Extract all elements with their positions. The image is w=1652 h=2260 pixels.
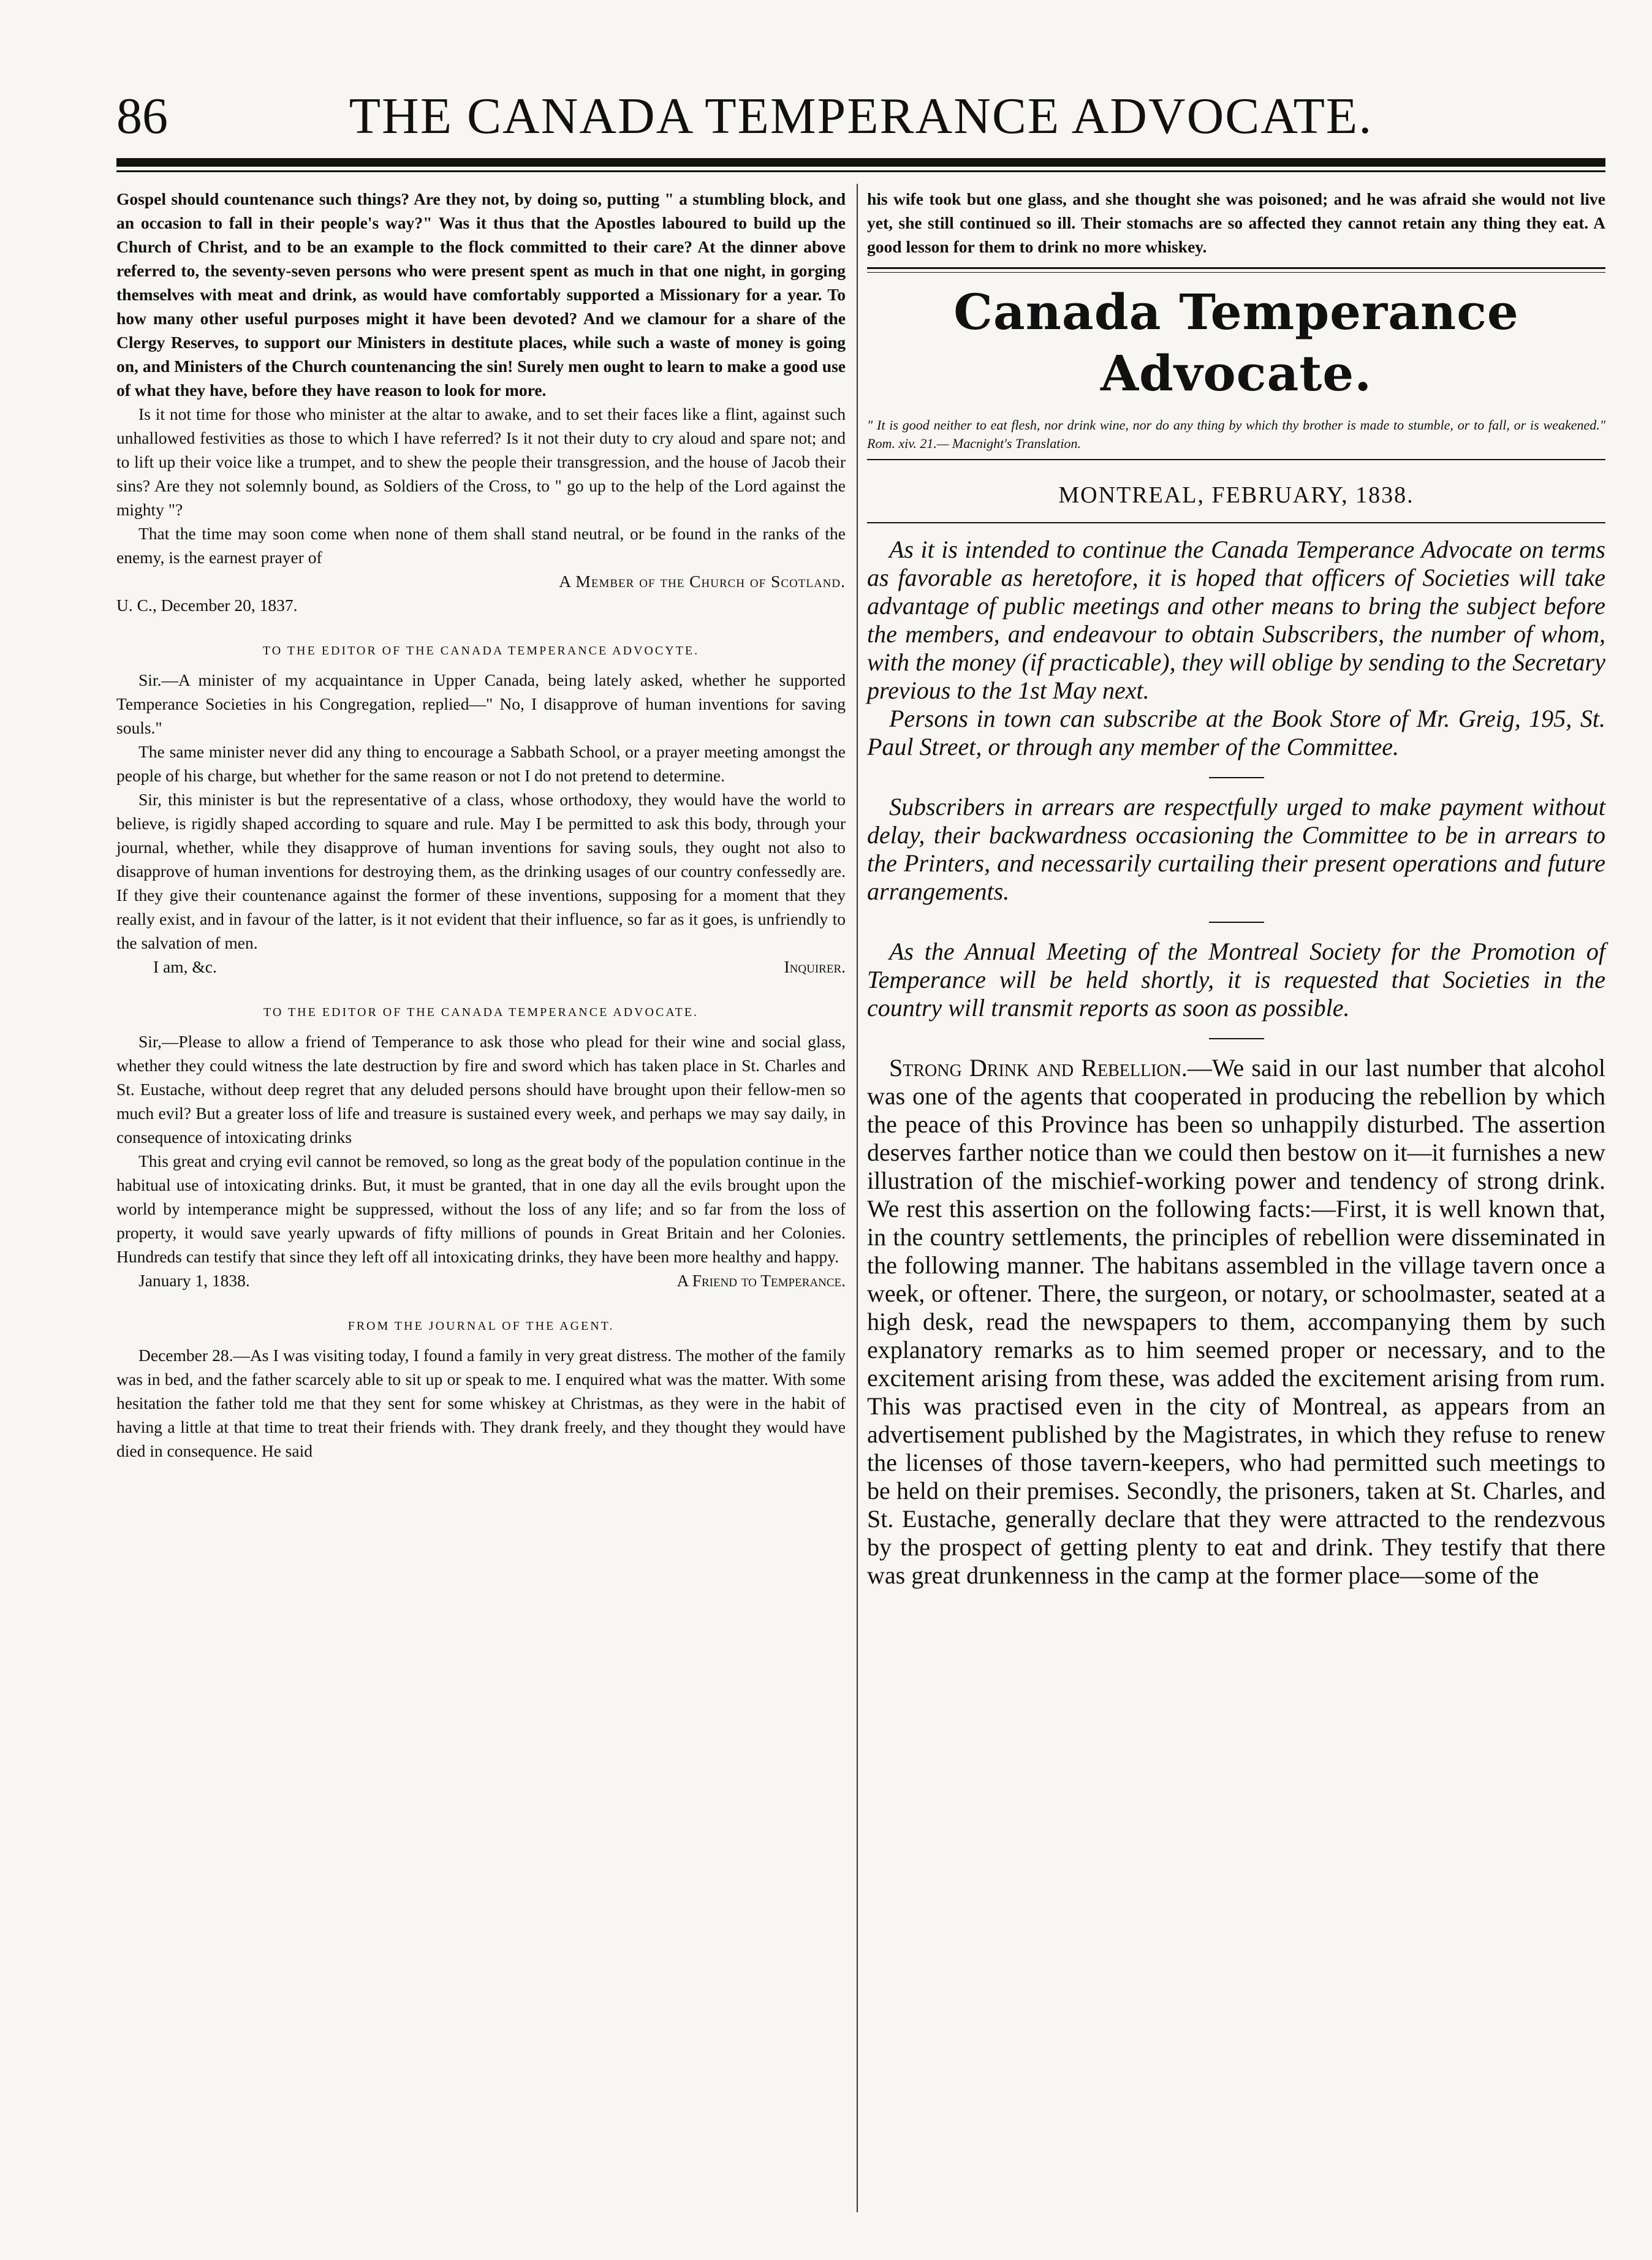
letter2-paragraph: The same minister never did any thing to encourage a Sabbath School, or a prayer meeting amongst the people of his charge, but whether for the same reason or not I do not pretend to determine. bbox=[116, 742, 846, 785]
letter1-paragraph: Gospel should countenance such things? Are they not, by doing so, putting " a stumbling block, and an occasion to fall in their people's way?" Was it thus that the Apostles laboured to build up the Church of Christ, and to be an example to the flock committed to their care? At the dinner above referred to, the seventy-seven persons who were present spent as much in that one night, in gorging themselves with meat and drink, as would have comfortably supported a Missionary for a year. To how many other useful purposes might it have been devoted? And we clamour for a share of the Clergy Reserves, to support our Ministers in destitute places, while such a waste of money is going on, and Ministers of the Church countenancing the sin! Surely men ought to learn to make a good use of what they have, before they have reason to look for more. bbox=[116, 189, 846, 400]
page-number: 86 bbox=[116, 88, 168, 145]
letter3-signature: A Friend to Temperance. bbox=[676, 1271, 846, 1290]
letter2-closing bbox=[116, 955, 846, 979]
dateline: MONTREAL, FEBRUARY, 1838. bbox=[1058, 482, 1414, 508]
article-title: Strong Drink and Rebellion. bbox=[889, 1054, 1188, 1082]
right-column bbox=[867, 187, 1605, 1590]
journal-heading: FROM THE JOURNAL OF THE AGENT. bbox=[347, 1319, 615, 1333]
letter2-close: I am, &c. bbox=[153, 957, 217, 976]
page-header bbox=[116, 86, 1605, 153]
motto-rule bbox=[867, 459, 1605, 460]
article-paragraph bbox=[867, 1054, 1605, 1590]
letter3-heading: TO THE EDITOR OF THE CANADA TEMPERANCE ADVOCATE. bbox=[263, 1006, 699, 1019]
letter3-closing bbox=[116, 1268, 846, 1292]
column-divider bbox=[857, 184, 858, 2212]
header-rule bbox=[116, 158, 1605, 167]
letter1-signature: A Member of the Church of Scotland. bbox=[559, 572, 846, 591]
motto: " It is good neither to eat flesh, nor drink wine, nor do any thing by which thy brother is made to stumble, or to fall, or is weakened." Rom. xiv. 21.— Macnight's Translation. bbox=[867, 417, 1605, 451]
notice-continuance: As it is intended to continue the Canada Temperance Advocate on terms as favorable as heretofore, it is hoped that officers of Societies will take advantage of public meetings and other means to bring the subject before the members, and endeavour to obtain Subscribers, the number of whom, with the money (if practicable), they will oblige by sending to the Secretary previous to the 1st May next. bbox=[867, 536, 1605, 704]
letter3-date: January 1, 1838. bbox=[138, 1271, 250, 1290]
dateline-rule bbox=[867, 522, 1605, 523]
notice-divider bbox=[1209, 1038, 1264, 1039]
letter1-paragraph: That the time may soon come when none of them shall stand neutral, or be found in the ranks of the enemy, is the earnest prayer of bbox=[116, 524, 846, 567]
journal-paragraph: December 28.—As I was visiting today, I found a family in very great distress. The mother of the family was in bed, and the father scarcely able to sit up or speak to me. I enquired what was the matter. With some hesitation the father told me that they sent for some whiskey at Christmas, as they were in the habit of having a little at that time to treat their friends with. They drank freely, and they thought they would have died in consequence. He said bbox=[116, 1346, 846, 1460]
journal-continuation: his wife took but one glass, and she thought she was poisoned; and he was afraid she would not live yet, she still continued so ill. Their stomachs are so affected they cannot retain any thing they eat. A good lesson for them to drink no more whiskey. bbox=[867, 189, 1605, 256]
letter2-paragraph: Sir, this minister is but the representative of a class, whose orthodoxy, they would have the world to believe, is rigidly shaped according to square and rule. May I be permitted to ask this body, through your journal, whether, while they disapprove of human inventions for saving souls, they ought not also to disapprove of human inventions for destroying them, as the drinking usages of our country confessedly are. If they give their countenance against the former of these inventions, supposing for a moment that they really exist, and in favour of the latter, is it not evident that their influence, so far as it goes, is unfriendly to the salvation of men. bbox=[116, 790, 846, 952]
letter1-date: U. C., December 20, 1837. bbox=[116, 596, 298, 615]
notice-subscribe: Persons in town can subscribe at the Book Store of Mr. Greig, 195, St. Paul Street, or through any member of the Committee. bbox=[867, 705, 1605, 760]
letter2-signature: Inquirer. bbox=[784, 957, 846, 976]
notice-annual-meeting: As the Annual Meeting of the Montreal Society for the Promotion of Temperance will be held shortly, it is requested that Societies in the country will transmit reports as soon as possible. bbox=[867, 938, 1605, 1022]
notice-arrears: Subscribers in arrears are respectfully urged to make payment without delay, their backwardness occasioning the Committee to be in arrears to the Printers, and necessarily curtailing their present operations and future arrangements. bbox=[867, 793, 1605, 905]
running-title: THE CANADA TEMPERANCE ADVOCATE. bbox=[349, 88, 1373, 145]
letter3-paragraph: Sir,—Please to allow a friend of Temperance to ask those who plead for their wine and social glass, whether they could witness the late destruction by fire and sword which has taken place in St. Charles and St. Eustache, without deep regret that any deluded persons should have brought upon their fellow-men so much evil? But a greater loss of life and treasure is sustained every week, and perhaps we may say daily, in consequence of intoxicating drinks bbox=[116, 1032, 846, 1147]
header-rule-thin bbox=[116, 170, 1605, 172]
notice-divider bbox=[1209, 777, 1264, 778]
left-column bbox=[116, 187, 846, 1463]
article-body: —We said in our last number that alcohol was one of the agents that cooperated in producing the rebellion by which the peace of this Province has been so unhappily disturbed. The assertion deserves farther notice than we could then bestow on it—it furnishes a new illustration of the mischief-working power and tendency of strong drink. We rest this assertion on the following facts:—First, it is well known that, in the country settlements, the principles of rebellion were disseminated in the following manner. The habitans assembled in the village tavern once a week, or oftener. There, the surgeon, or notary, or schoolmaster, seated at a high desk, read the newspapers to them, accompanying them by such explanatory remarks as to him seemed proper or necessary, and to the excitement arising from these, was added the excitement arising from rum. This was practised even in the city of Montreal, as appears from an advertisement published by the Magistrates, in which they refuse to renew the licenses of those tavern-keepers, who had permitted such meetings to be held on their premises. Secondly, the prisoners, taken at St. Charles, and St. Eustache, generally declare that they were attracted to the rendezvous by the prospect of getting plenty to eat and drink. They testify that there was great drunkenness in the camp at the former place—some of the bbox=[867, 1054, 1606, 1589]
notice-divider bbox=[1209, 922, 1264, 923]
section-rule bbox=[867, 267, 1605, 273]
paper-title: Canada Temperance Advocate. bbox=[953, 283, 1519, 402]
letter3-paragraph: This great and crying evil cannot be removed, so long as the great body of the population continue in the habitual use of intoxicating drinks. But, it must be granted, that in one day all the evils brought upon the world by intemperance might be suppressed, without the loss of any life; and so far from the loss of property, it would save yearly upwards of fifty millions of pounds in Great Britain and her Colonies. Hundreds can testify that since they left off all intoxicating drinks, they have been more healthy and happy. bbox=[116, 1151, 846, 1266]
letter1-paragraph: Is it not time for those who minister at the altar to awake, and to set their faces like a flint, against such unhallowed festivities as those to which I have referred? Is it not their duty to cry aloud and spare not; and to lift up their voice like a trumpet, and to shew the people their transgression, and the house of Jacob their sins? Are they not solemnly bound, as Soldiers of the Cross, to " go up to the help of the Lord against the mighty "? bbox=[116, 404, 846, 519]
letter2-heading: TO THE EDITOR OF THE CANADA TEMPERANCE ADVOCYTE. bbox=[262, 644, 700, 658]
letter2-paragraph: Sir.—A minister of my acquaintance in Upper Canada, being lately asked, whether he supported Temperance Societies in his Congregation, replied—" No, I disapprove of human inventions for saving souls." bbox=[116, 670, 846, 737]
